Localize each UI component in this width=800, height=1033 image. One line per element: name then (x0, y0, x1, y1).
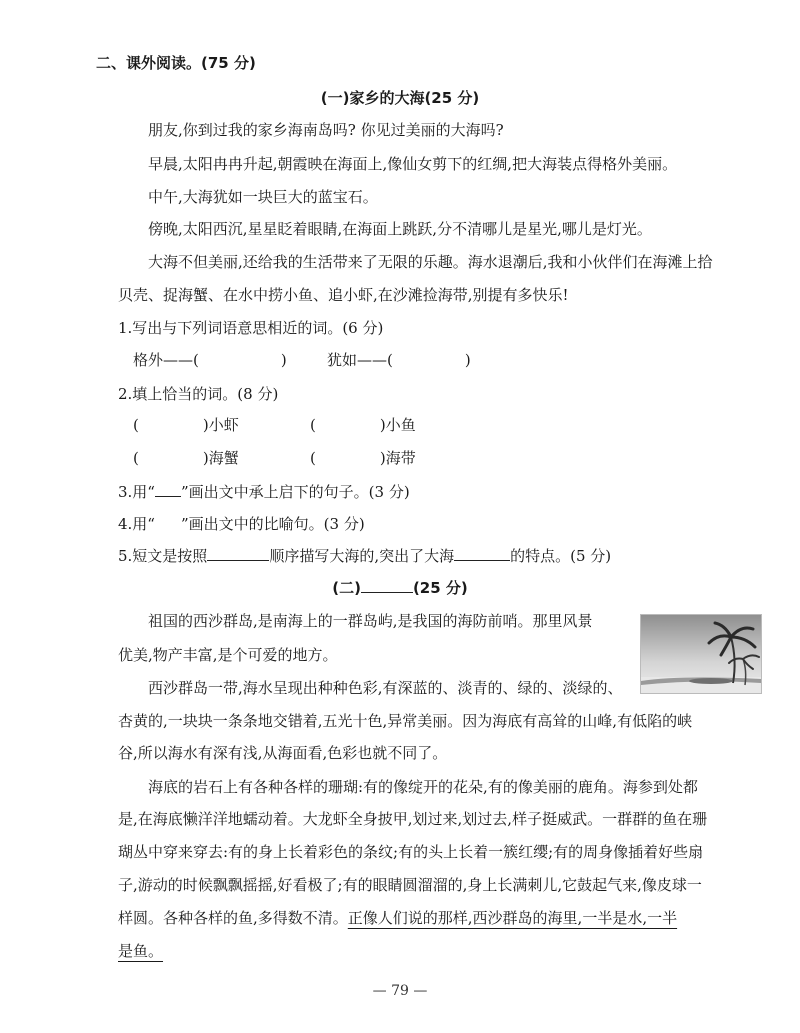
question-1: 1.写出与下列词语意思相近的词。(6 分) (118, 319, 384, 337)
passage2-line: 西沙群岛一带,海水呈现出种种色彩,有深蓝的、淡青的、绿的、淡绿的、 (148, 679, 623, 697)
question-5: 5.短文是按照 顺序描写大海的,突出了大海 的特点。(5 分) (118, 547, 612, 565)
q1-item: 格外——( ) (133, 351, 287, 369)
passage2-line: 瑚丛中穿来穿去:有的身上长着彩色的条纹;有的头上长着一簇红缨;有的周身像插着好些扇 (118, 843, 704, 861)
page-number: — 79 — (372, 983, 428, 999)
q1-item: 犹如——( ) (327, 351, 471, 369)
passage1-title: (一)家乡的大海(25 分) (320, 89, 480, 107)
passage2-title: (二) (25 分) (332, 579, 468, 597)
passage1-para: 中午,大海犹如一块巨大的蓝宝石。 (148, 188, 378, 206)
passage1-para: 傍晚,太阳西沉,星星眨着眼睛,在海面上跳跃,分不清哪儿是星光,哪儿是灯光。 (148, 220, 652, 238)
underlined-sentence: 正像人们说的那样,西沙群岛的海里,一半是水,一半 (347, 909, 678, 927)
passage2-line (118, 940, 163, 962)
question-2: 2.填上恰当的词。(8 分) (118, 385, 279, 403)
passage2-line: 杏黄的,一块块一条条地交错着,五光十色,异常美丽。因为海底有高耸的山峰,有低陷的峡 (118, 712, 693, 730)
passage2-line: 优美,物产丰富,是个可爱的地方。 (118, 646, 338, 664)
q2-item: ( )海蟹 (133, 449, 239, 467)
q2-item: ( )小鱼 (310, 416, 416, 434)
passage2-line: 样圆。各种各样的鱼,多得数不清。正像人们说的那样,西沙群岛的海里,一半是水,一半 (118, 909, 678, 927)
passage1-para: 早晨,太阳冉冉升起,朝霞映在海面上,像仙女剪下的红绸,把大海装点得格外美丽。 (148, 155, 678, 173)
passage2-line: 祖国的西沙群岛,是南海上的一群岛屿,是我国的海防前哨。那里风景 (148, 612, 593, 630)
underlined-sentence: 是鱼。 (118, 942, 164, 960)
q2-item: ( )小虾 (133, 416, 239, 434)
passage1-para: 贝壳、捉海蟹、在水中捞小鱼、追小虾,在沙滩捡海带,别提有多快乐! (118, 286, 569, 304)
passage2-line: 子,游动的时候飘飘摇摇,好看极了;有的眼睛圆溜溜的,身上长满刺儿,它鼓起气来,像皮球一 (118, 876, 702, 894)
passage1-para: 大海不但美丽,还给我的生活带来了无限的乐趣。海水退潮后,我和小伙伴们在海滩上拾 (148, 253, 713, 271)
question-4: 4.用“ ”画出文中的比喻句。(3 分) (118, 515, 365, 533)
passage2-line: 是,在海底懒洋洋地蠕动着。大龙虾全身披甲,划过来,划过去,样子挺威武。一群群的鱼在珊 (118, 810, 708, 828)
passage2-line: 海底的岩石上有各种各样的珊瑚:有的像绽开的花朵,有的像美丽的鹿角。海参到处都 (148, 778, 698, 796)
q2-item: ( )海带 (310, 449, 416, 467)
passage1-para: 朋友,你到过我的家乡海南岛吗? 你见过美丽的大海吗? (148, 121, 504, 139)
passage2-line: 谷,所以海水有深有浅,从海面看,色彩也就不同了。 (118, 744, 448, 762)
section-heading: 二、课外阅读。(75 分) (96, 54, 256, 72)
island-photo (640, 614, 762, 694)
question-3: 3.用“ ”画出文中承上启下的句子。(3 分) (118, 483, 410, 501)
